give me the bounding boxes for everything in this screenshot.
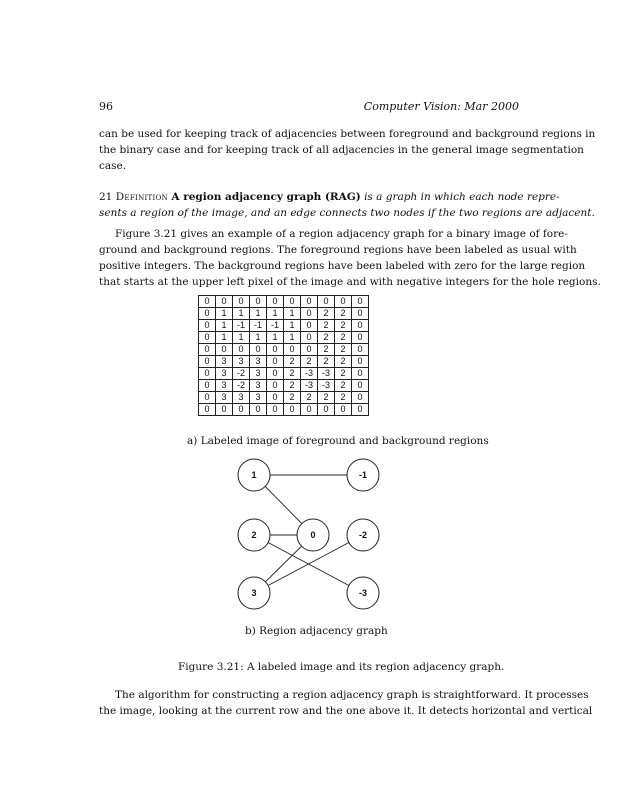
grid-cell: 0 [216, 404, 233, 416]
grid-cell: 0 [352, 308, 369, 320]
grid-cell: 0 [250, 344, 267, 356]
graph-node-label: 1 [251, 470, 257, 480]
grid-cell: 0 [199, 404, 216, 416]
grid-cell: 1 [267, 308, 284, 320]
grid-cell: 0 [352, 344, 369, 356]
grid-cell: 0 [199, 308, 216, 320]
grid-cell: 0 [301, 308, 318, 320]
grid-cell: 0 [352, 332, 369, 344]
grid-cell: -2 [233, 380, 250, 392]
grid-cell: 1 [267, 332, 284, 344]
grid-cell: 0 [267, 404, 284, 416]
graph-node [347, 577, 379, 609]
grid-cell: 0 [301, 320, 318, 332]
grid-cell: -3 [301, 380, 318, 392]
grid-cell: 0 [352, 356, 369, 368]
grid-cell: 0 [199, 356, 216, 368]
grid-cell: 0 [199, 380, 216, 392]
graph-node-label: -3 [358, 588, 368, 598]
grid-cell: 1 [250, 308, 267, 320]
grid-cell: 1 [284, 332, 301, 344]
closing-line: The algorithm for constructing a region adjacency graph is straightforward. It processes [115, 689, 589, 701]
grid-cell: 0 [216, 296, 233, 308]
graph-node [238, 577, 270, 609]
definition-block [99, 189, 595, 221]
region-adjacency-graph [200, 450, 400, 620]
graph-node-label: 2 [251, 530, 257, 540]
grid-cell: 0 [250, 296, 267, 308]
grid-row [199, 380, 369, 392]
grid-cell: -1 [250, 320, 267, 332]
body-line: ground and background regions. The foreground regions have been labeled as usual with [99, 244, 577, 256]
grid-cell: 2 [301, 356, 318, 368]
grid-cell: 2 [335, 392, 352, 404]
grid-cell: 0 [284, 296, 301, 308]
grid-cell: 0 [301, 404, 318, 416]
grid-cell: 2 [318, 344, 335, 356]
grid-cell: 0 [233, 404, 250, 416]
grid-cell: 3 [250, 356, 267, 368]
grid-cell: 1 [284, 320, 301, 332]
grid-cell: 2 [301, 392, 318, 404]
definition-keyword: Definition [115, 191, 169, 203]
grid-row [199, 332, 369, 344]
grid-cell: 2 [335, 380, 352, 392]
grid-cell: 3 [216, 392, 233, 404]
grid-cell: 0 [199, 344, 216, 356]
figure-caption: Figure 3.21: A labeled image and its region adjacency graph. [178, 661, 505, 673]
caption-a: a) Labeled image of foreground and background regions [187, 435, 489, 447]
grid-cell: 0 [233, 296, 250, 308]
body-line: that starts at the upper left pixel of the image and with negative integers for the hole regions. [99, 276, 601, 288]
graph-node [347, 459, 379, 491]
graph-node [238, 519, 270, 551]
grid-cell: -3 [318, 380, 335, 392]
grid-cell: 0 [267, 392, 284, 404]
body-line: positive integers. The background regions have been labeled with zero for the large region [99, 260, 586, 272]
grid-row [199, 392, 369, 404]
grid-cell: 0 [199, 296, 216, 308]
body-paragraph [99, 226, 601, 290]
grid-cell: 0 [301, 296, 318, 308]
grid-row [199, 344, 369, 356]
grid-cell: 1 [233, 332, 250, 344]
grid-row [199, 368, 369, 380]
grid-cell: 0 [335, 296, 352, 308]
grid-cell: 2 [335, 368, 352, 380]
grid-cell: 3 [233, 392, 250, 404]
grid-cell: 0 [318, 404, 335, 416]
grid-cell: 1 [284, 308, 301, 320]
grid-cell: 0 [199, 320, 216, 332]
grid-cell: 2 [318, 320, 335, 332]
graph-node-label: 0 [310, 530, 316, 540]
grid-cell: 3 [216, 380, 233, 392]
grid-cell: 0 [199, 368, 216, 380]
graph-node-label: -2 [358, 530, 368, 540]
grid-cell: 2 [318, 332, 335, 344]
grid-cell: 0 [233, 344, 250, 356]
grid-cell: 0 [318, 296, 335, 308]
definition-text: is a graph in which each node repre- [364, 191, 560, 203]
grid-row [199, 308, 369, 320]
intro-line: case. [99, 160, 127, 172]
grid-row [199, 320, 369, 332]
intro-paragraph [99, 126, 596, 174]
grid-cell: -2 [233, 368, 250, 380]
graph-node [297, 519, 329, 551]
grid-cell: 2 [335, 308, 352, 320]
grid-cell: 0 [216, 344, 233, 356]
grid-cell: 0 [335, 404, 352, 416]
grid-cell: 2 [284, 368, 301, 380]
graph-node-label: -1 [358, 470, 368, 480]
caption-b: b) Region adjacency graph [245, 625, 388, 637]
grid-cell: 0 [352, 404, 369, 416]
grid-cell: 0 [267, 356, 284, 368]
grid-cell: 3 [216, 368, 233, 380]
grid-cell: 3 [216, 356, 233, 368]
grid-cell: 2 [335, 356, 352, 368]
grid-cell: 1 [250, 332, 267, 344]
graph-node [238, 459, 270, 491]
definition-term: A region adjacency graph (RAG) [171, 191, 361, 203]
intro-line: the binary case and for keeping track of all adjacencies in the general image segmentation [99, 144, 584, 156]
grid-cell: -3 [318, 368, 335, 380]
grid-cell: 2 [284, 380, 301, 392]
grid-cell: -1 [267, 320, 284, 332]
grid-cell: 0 [352, 296, 369, 308]
page-number: 96 [99, 100, 113, 113]
grid-cell: 0 [352, 320, 369, 332]
graph-node [347, 519, 379, 551]
grid-cell: 0 [250, 404, 267, 416]
grid-cell: 1 [216, 320, 233, 332]
grid-cell: 3 [250, 392, 267, 404]
grid-cell: 2 [335, 344, 352, 356]
definition-number: 21 [99, 191, 113, 203]
intro-line: can be used for keeping track of adjacencies between foreground and background regions in [99, 128, 596, 140]
grid-cell: 0 [284, 404, 301, 416]
grid-cell: 0 [199, 332, 216, 344]
grid-cell: 2 [318, 356, 335, 368]
closing-line: the image, looking at the current row and the one above it. It detects horizontal and vertical [99, 705, 593, 717]
grid-cell: 3 [250, 380, 267, 392]
grid-cell: 3 [233, 356, 250, 368]
grid-cell: 0 [267, 380, 284, 392]
grid-cell: 2 [318, 392, 335, 404]
closing-paragraph [99, 687, 593, 719]
grid-cell: -1 [233, 320, 250, 332]
grid-cell: 2 [335, 320, 352, 332]
body-line: Figure 3.21 gives an example of a region adjacency graph for a binary image of fore- [115, 228, 568, 240]
definition-text-cont: sents a region of the image, and an edge connects two nodes if the two regions are adjacent. [99, 207, 595, 219]
grid-cell: 0 [267, 368, 284, 380]
grid-row [199, 404, 369, 416]
grid-cell: 0 [352, 368, 369, 380]
grid-cell: 2 [335, 332, 352, 344]
grid-cell: 1 [233, 308, 250, 320]
grid-row [199, 356, 369, 368]
grid-cell: 2 [318, 308, 335, 320]
labeled-image-table [198, 295, 369, 416]
grid-cell: 0 [352, 380, 369, 392]
grid-cell: 2 [284, 392, 301, 404]
grid-cell: 0 [301, 344, 318, 356]
grid-cell: 0 [199, 392, 216, 404]
grid-cell: 0 [267, 296, 284, 308]
grid-cell: 0 [267, 344, 284, 356]
grid-cell: 0 [284, 344, 301, 356]
grid-cell: 1 [216, 308, 233, 320]
grid-cell: 0 [352, 392, 369, 404]
grid-cell: -3 [301, 368, 318, 380]
grid-row [199, 296, 369, 308]
grid-cell: 1 [216, 332, 233, 344]
running-title: Computer Vision: Mar 2000 [363, 100, 519, 113]
grid-cell: 3 [250, 368, 267, 380]
grid-cell: 0 [301, 332, 318, 344]
grid-cell: 2 [284, 356, 301, 368]
graph-node-label: 3 [251, 588, 257, 598]
